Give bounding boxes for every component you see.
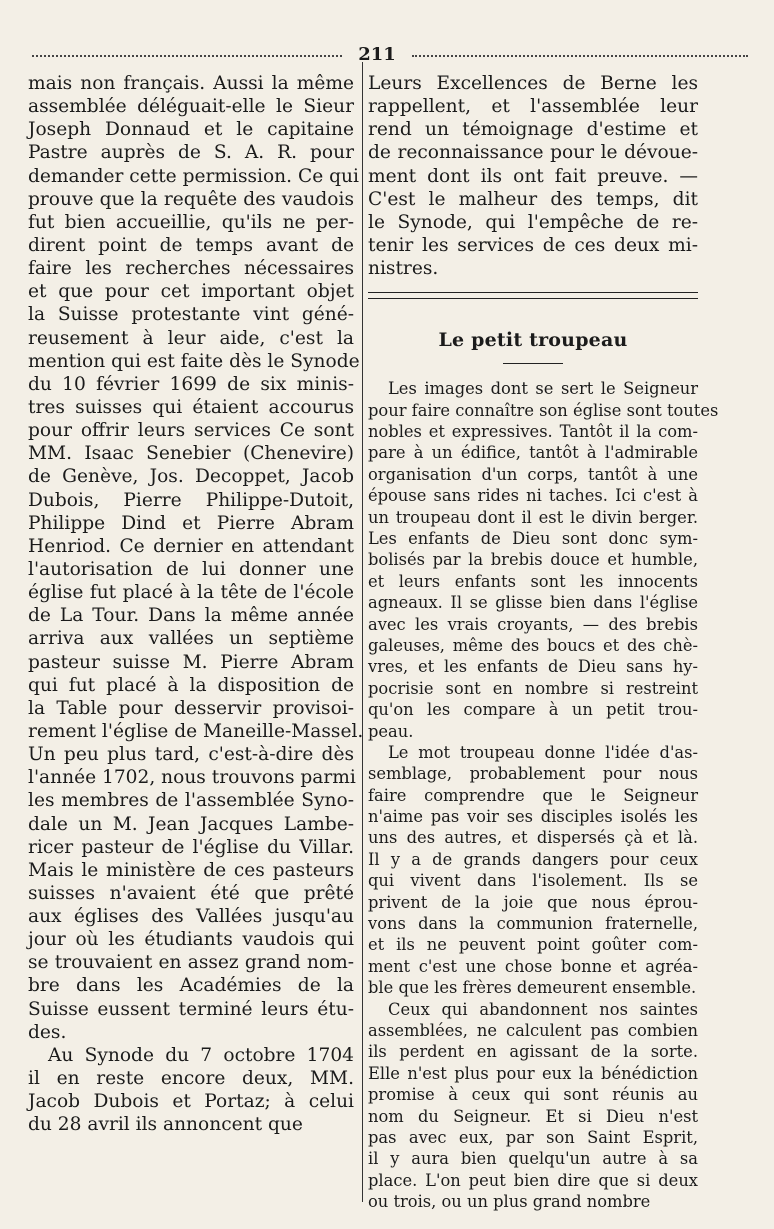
right-column-continuation: [368, 72, 698, 280]
text-line: église fut placé à la tête de l'école: [28, 582, 354, 604]
text-line: la Table pour desservir provisoi-: [28, 697, 354, 719]
text-line: mais non français. Aussi la même: [28, 73, 354, 94]
text-line: nom du Seigneur. Et si Dieu n'est: [368, 1106, 698, 1126]
text-line: demander cette permission. Ce qui: [28, 165, 359, 187]
text-line: dale un M. Jean Jacques Lambe-: [28, 813, 354, 835]
text-line: bolisés par la brebis douce et humble,: [368, 550, 698, 570]
text-line: la Suisse protestante vint géné-: [28, 304, 354, 326]
text-line: de Genève, Jos. Decoppet, Jacob: [28, 466, 354, 488]
article-body: [368, 378, 719, 1212]
text-line: Leurs Excellences de Berne les: [368, 73, 698, 94]
text-line: place. L'on peut bien dire que si deux: [368, 1170, 698, 1190]
text-line: tenir les services de ces deux mi-: [368, 234, 698, 256]
text-line: uns des autres, et dispersés çà et là.: [368, 828, 698, 848]
text-line: fut bien accueillie, qu'ils ne per-: [28, 211, 354, 233]
text-line: ble que les frères demeurent ensemble.: [368, 978, 697, 998]
text-line: faire les recherches nécessaires: [28, 258, 354, 280]
text-line: pour offrir leurs services Ce sont: [28, 420, 354, 442]
text-line: ment c'est une chose bonne et agréa-: [368, 956, 698, 976]
text-line: n'aime pas voir ses disciples isolés les: [368, 807, 698, 827]
text-line: il en reste encore deux, MM.: [28, 1068, 354, 1090]
text-line: bre dans les Académies de la: [28, 975, 354, 997]
text-line: pour faire connaître son église sont toutes: [368, 400, 719, 420]
text-line: ou trois, ou un plus grand nombre: [368, 1192, 651, 1212]
text-line: rend un témoignage d'estime et: [368, 119, 698, 141]
text-line: promise à ceux qui sont réunis au: [368, 1085, 698, 1105]
text-line: rement l'église de Maneille-Massel.: [28, 720, 364, 742]
text-line: Ceux qui abandonnent nos saintes: [388, 999, 698, 1019]
text-line: des.: [28, 1021, 67, 1043]
text-line: mention qui est faite dès le Synode: [28, 350, 360, 372]
header-rule-right: [412, 55, 748, 57]
right-column: [368, 72, 719, 1213]
text-line: Suisse eussent terminé leurs étu-: [28, 998, 354, 1020]
header-rule-left: [32, 55, 342, 57]
text-line: Pastre auprès de S. A. R. pour: [28, 142, 354, 164]
text-line: galeuses, même des boucs et des chè-: [368, 635, 698, 655]
text-line: un troupeau dont il est le divin berger.: [368, 507, 698, 527]
text-line: pasteur suisse M. Pierre Abram: [28, 651, 354, 673]
text-line: épouse sans rides ni taches. Ici c'est à: [368, 486, 698, 506]
text-line: semblage, probablement pour nous: [368, 764, 698, 784]
text-line: Il y a de grands dangers pour ceux: [368, 849, 698, 869]
text-line: et que pour cet important objet: [28, 281, 354, 303]
text-line: pare à un édifice, tantôt à l'admirable: [368, 443, 698, 463]
text-line: Mais le ministère de ces pasteurs: [28, 859, 354, 881]
text-line: arriva aux vallées un septième: [28, 628, 354, 650]
text-line: privent de la joie que nous éprou-: [368, 892, 698, 912]
text-line: tres suisses qui étaient accourus: [28, 396, 354, 418]
text-line: nistres.: [368, 258, 439, 280]
text-line: MM. Isaac Senebier (Chenevire): [28, 443, 354, 465]
text-line: organisation d'un corps, tantôt à une: [368, 464, 698, 484]
text-line: de La Tour. Dans la même année: [28, 605, 354, 627]
article-title: Le petit troupeau: [438, 329, 628, 352]
text-line: aux églises des Vallées jusqu'au: [28, 906, 354, 928]
text-line: et leurs enfants sont les innocents: [368, 571, 698, 591]
text-line: reusement à leur aide, c'est la: [28, 327, 354, 349]
text-line: qui vivent dans l'isolement. Ils se: [368, 871, 698, 891]
text-line: se trouvaient en assez grand nom-: [28, 952, 354, 974]
text-line: Jacob Dubois et Portaz; à celui: [28, 1091, 354, 1113]
title-rule: [503, 363, 563, 364]
text-line: avec les vrais croyants, — des brebis: [368, 614, 698, 634]
text-line: faire comprendre que le Seigneur: [368, 785, 698, 805]
text-line: ment dont ils ont fait preuve. —: [368, 165, 698, 187]
text-line: ils perdent en agissant de la sorte.: [368, 1042, 698, 1062]
text-line: ricer pasteur de l'église du Villar.: [28, 836, 354, 858]
text-line: suisses n'avaient été que prêté: [28, 882, 354, 904]
text-line: de reconnaissance pour le dévoue-: [368, 142, 698, 164]
text-line: jour où les étudiants vaudois qui: [28, 929, 354, 951]
text-line: le Synode, qui l'empêche de re-: [368, 211, 698, 233]
text-line: Les images dont se sert le Seigneur: [388, 379, 698, 399]
left-column: [28, 72, 364, 1136]
text-line: Au Synode du 7 octobre 1704: [48, 1044, 354, 1066]
text-line: il y aura bien quelqu'un autre à sa: [368, 1149, 698, 1169]
text-line: pas avec eux, par son Saint Esprit,: [368, 1127, 698, 1147]
text-line: assemblées, ne calculent pas combien: [368, 1020, 698, 1040]
text-line: l'année 1702, nous trouvons parmi: [28, 767, 356, 789]
text-line: l'autorisation de lui donner une: [28, 558, 354, 580]
text-line: qu'on les compare à un petit trou-: [368, 700, 698, 720]
text-line: peau.: [368, 721, 414, 741]
text-line: C'est le malheur des temps, dit: [368, 188, 698, 210]
text-line: Dubois, Pierre Philippe-Dutoit,: [28, 489, 354, 511]
page-header: [32, 44, 748, 68]
text-line: Philippe Dind et Pierre Abram: [28, 512, 354, 534]
text-line: prouve que la requête des vaudois: [28, 188, 354, 210]
text-line: qui fut placé à la disposition de: [28, 674, 354, 696]
text-line: dirent point de temps avant de: [28, 234, 354, 256]
text-line: pocrisie sont en nombre si restreint: [368, 678, 698, 698]
text-line: Joseph Donnaud et le capitaine: [28, 119, 354, 141]
text-line: Elle n'est plus pour eux la bénédiction: [368, 1063, 698, 1083]
text-line: agneaux. Il se glisse bien dans l'église: [368, 593, 698, 613]
text-line: Un peu plus tard, c'est-à-dire dès: [28, 744, 354, 766]
text-line: du 28 avril ils annoncent que: [28, 1114, 303, 1136]
text-line: rappellent, et l'assemblée leur: [368, 96, 698, 118]
text-line: les membres de l'assemblée Syno-: [28, 790, 354, 812]
text-line: Le mot troupeau donne l'idée d'as-: [388, 742, 698, 762]
section-separator: [368, 292, 698, 299]
page-number: 211: [358, 44, 396, 65]
text-line: vres, et les enfants de Dieu sans hy-: [368, 657, 698, 677]
text-line: du 10 février 1699 de six minis-: [28, 373, 354, 395]
column-divider: [362, 62, 363, 1202]
text-line: vons dans la communion fraternelle,: [368, 914, 698, 934]
text-line: nobles et expressives. Tantôt il la com-: [368, 422, 698, 442]
text-line: et ils ne peuvent point goûter com-: [368, 935, 698, 955]
text-line: Henriod. Ce dernier en attendant: [28, 535, 354, 557]
text-line: Les enfants de Dieu sont donc sym-: [368, 529, 698, 548]
text-line: assemblée déléguait-elle le Sieur: [28, 96, 354, 118]
